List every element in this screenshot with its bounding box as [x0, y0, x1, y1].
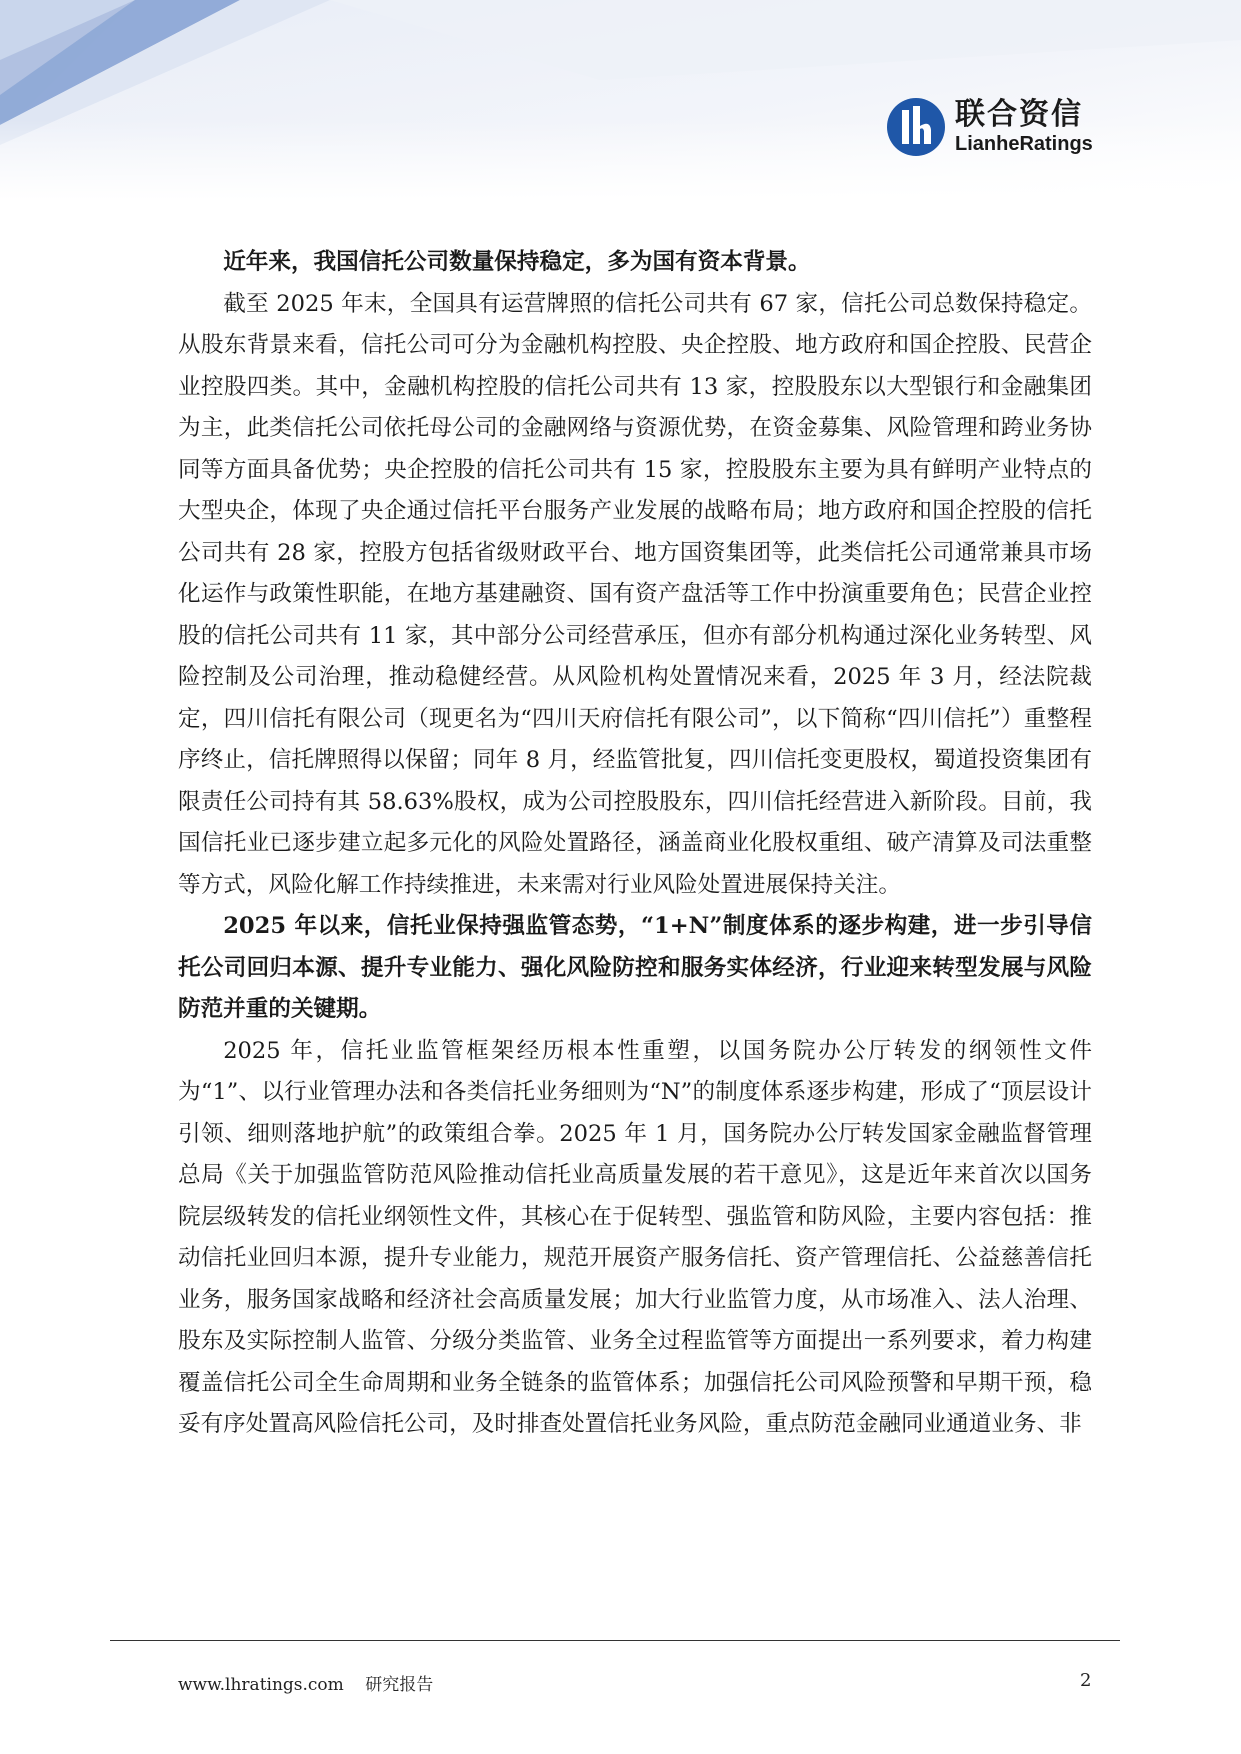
footer-divider — [110, 1640, 1120, 1641]
section-heading: 2025 年以来，信托业保持强监管态势，“1+N”制度体系的逐步构建，进一步引导信托公司回归本源、提升专业能力、强化风险防控和服务实体经济，行业迎来转型发展与风险防范并重的关键期。 — [178, 913, 1092, 1022]
lianhe-logo-icon — [885, 96, 947, 158]
footer-info — [178, 1670, 449, 1695]
body-paragraph: 2025 年，信托业监管框架经历根本性重塑，以国务院办公厅转发的纲领性文件为“1”、以行业管理办法和各类信托业务细则为“N”的制度体系逐步构建，形成了“顶层设计引领、细则落地护航”的政策组合拳。2025 年 1 月，国务院办公厅转发国家金融监督管理总局《关于加强监管防范风险推动信托业高质量发展的若干意见》，这是近年来首次以国务院层级转发的信托业纲领性文件，其核心在于促转型、强监管和防风险，主要内容包括：推动信托业回归本源，提升专业能力，规范开展资产服务信托、资产管理信托、公益慈善信托业务，服务国家战略和经济社会高质量发展；加大行业监管力度，从市场准入、法人治理、股东及实际控制人监管、分级分类监管、业务全过程监管等方面提出一系列要求，着力构建覆盖信托公司全生命周期和业务全链条的监管体系；加强信托公司风险预警和早期干预，稳妥有序处置高风险信托公司，及时排查处置信托业务风险，重点防范金融同业通道业务、非 — [178, 1037, 1092, 1437]
company-logo — [885, 92, 1093, 162]
logo-chinese-name: 联合资信 — [955, 97, 1083, 132]
logo-english-name: LianheRatings — [955, 133, 1093, 155]
footer-website-link[interactable]: www.lhratings.com — [178, 1675, 344, 1695]
footer-report-type: 研究报告 — [365, 1675, 434, 1695]
section-heading: 近年来，我国信托公司数量保持稳定，多为国有资本背景。 — [223, 249, 811, 275]
body-paragraph: 截至 2025 年末，全国具有运营牌照的信托公司共有 67 家，信托公司总数保持稳定。从股东背景来看，信托公司可分为金融机构控股、央企控股、地方政府和国企控股、民营企业控股四类。其中，金融机构控股的信托公司共有 13 家，控股股东以大型银行和金融集团为主，此类信托公司依托母公司的金融网络与资源优势，在资金募集、风险管理和跨业务协同等方面具备优势；央企控股的信托公司共有 15 家，控股股东主要为具有鲜明产业特点的大型央企，体现了央企通过信托平台服务产业发展的战略布局；地方政府和国企控股的信托公司共有 28 家，控股方包括省级财政平台、地方国资集团等，此类信托公司通常兼具市场化运作与政策性职能，在地方基建融资、国有资产盘活等工作中扮演重要角色；民营企业控股的信托公司共有 11 家，其中部分公司经营承压，但亦有部分机构通过深化业务转型、风险控制及公司治理，推动稳健经营。从风险机构处置情况来看，2025 年 3 月，经法院裁定，四川信托有限公司（现更名为“四川天府信托有限公司”，以下简称“四川信托”）重整程序终止，信托牌照得以保留；同年 8 月，经监管批复，四川信托变更股权，蜀道投资集团有限责任公司持有其 58.63%股权，成为公司控股股东，四川信托经营进入新阶段。目前，我国信托业已逐步建立起多元化的风险处置路径，涵盖商业化股权重组、破产清算及司法重整等方式，风险化解工作持续推进，未来需对行业风险处置进展保持关注。 — [178, 290, 1092, 898]
page-number: 2 — [1080, 1670, 1092, 1691]
report-body — [178, 242, 1092, 1446]
